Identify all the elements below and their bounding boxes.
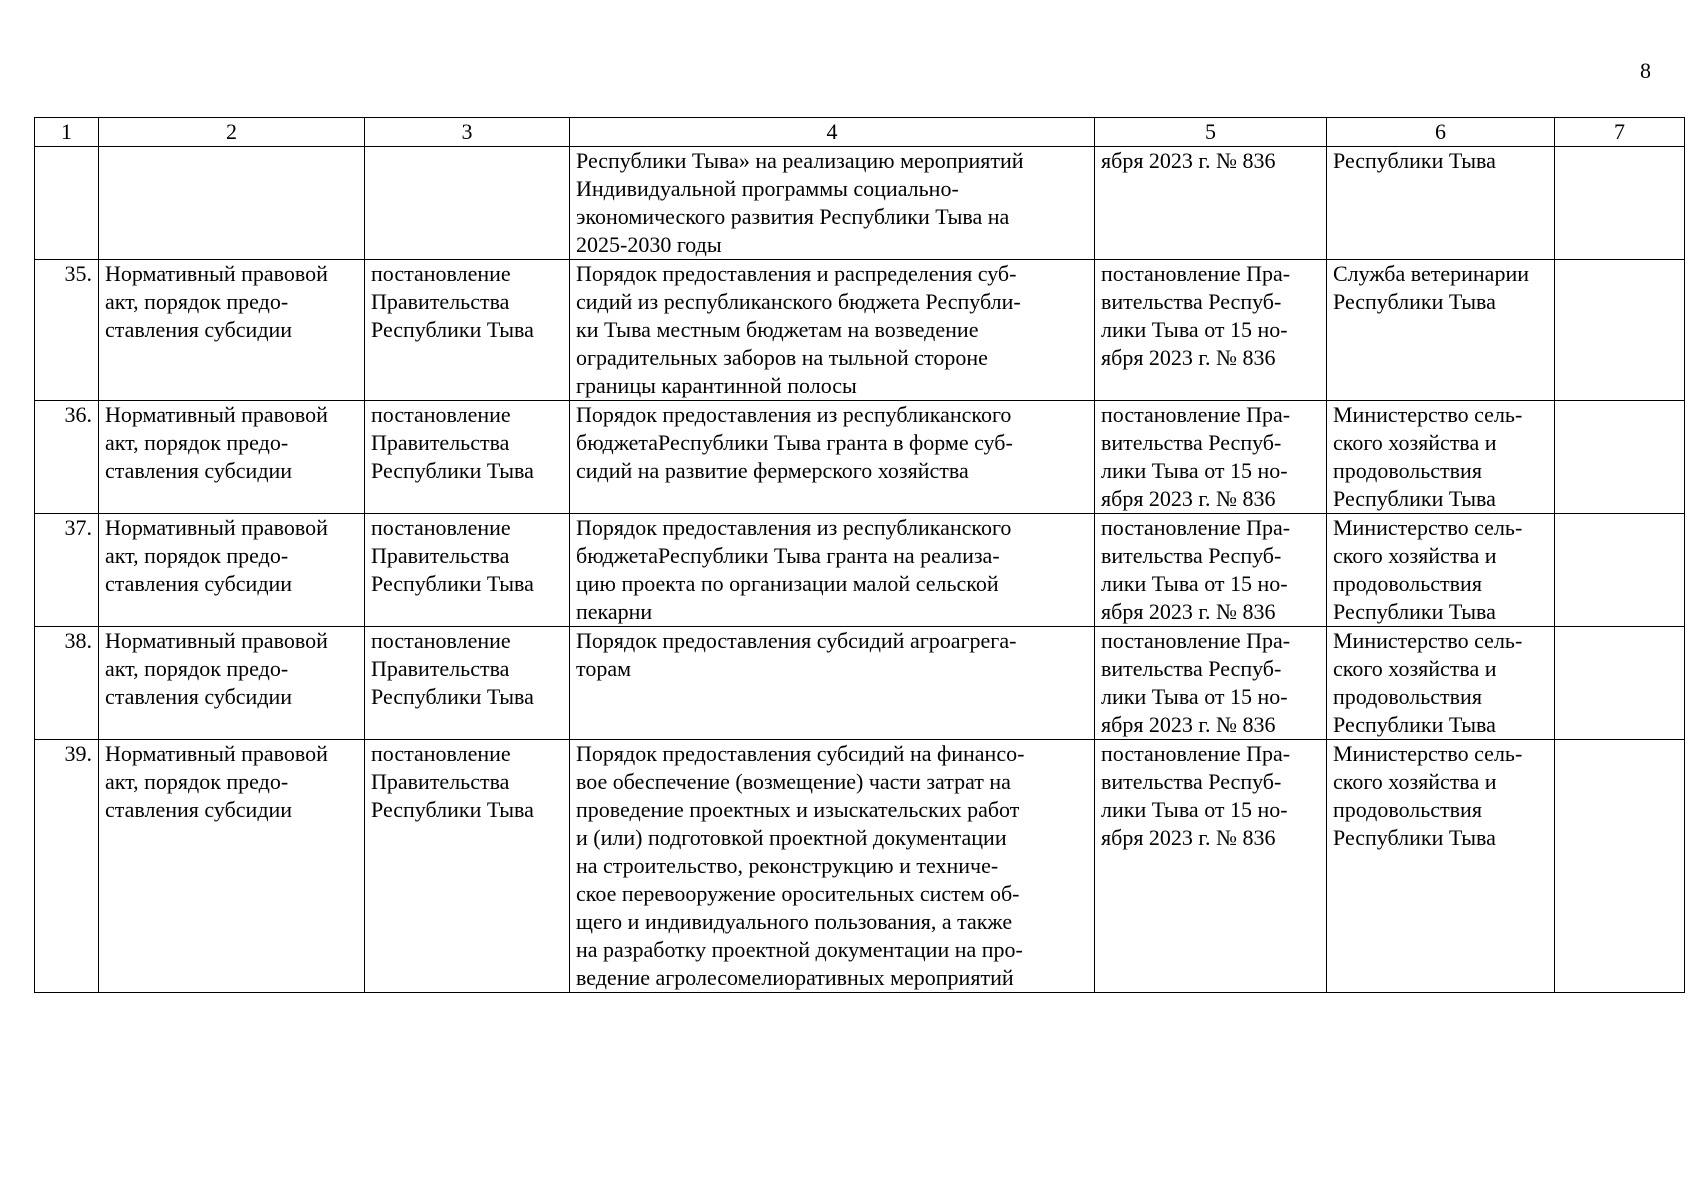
document-basis: ября 2023 г. № 836: [1095, 147, 1327, 260]
row-number: 38.: [35, 627, 99, 740]
table-row: [35, 627, 1685, 740]
responsible-executor: Министерство сель- ского хозяйства и продовольствия Республики Тыва: [1327, 514, 1555, 627]
column-header-3: 3: [365, 118, 570, 147]
document-type: [99, 147, 365, 260]
row-note: [1555, 740, 1685, 993]
document-name: Порядок предоставления субсидий агроагрега- торам: [570, 627, 1095, 740]
document-basis: постановление Пра- вительства Респуб- лики Тыва от 15 но- ября 2023 г. № 836: [1095, 740, 1327, 993]
responsible-executor: Министерство сель- ского хозяйства и продовольствия Республики Тыва: [1327, 740, 1555, 993]
document-form: постановление Правительства Республики Тыва: [365, 740, 570, 993]
document-name: Порядок предоставления из республиканского бюджетаРеспублики Тыва гранта на реализа- цию проекта по организации малой сельской пекарни: [570, 514, 1095, 627]
page-number: 8: [1640, 58, 1651, 83]
document-name: Порядок предоставления из республиканского бюджетаРеспублики Тыва гранта в форме суб- сидий на развитие фермерского хозяйства: [570, 401, 1095, 514]
responsible-executor: Министерство сель- ского хозяйства и продовольствия Республики Тыва: [1327, 401, 1555, 514]
document-type: Нормативный правовой акт, порядок предо- ставления субсидии: [99, 740, 365, 993]
row-number: 37.: [35, 514, 99, 627]
table-row: [35, 740, 1685, 993]
document-form: постановление Правительства Республики Тыва: [365, 401, 570, 514]
column-header-5: 5: [1095, 118, 1327, 147]
table-row: [35, 147, 1685, 260]
row-number: 39.: [35, 740, 99, 993]
responsible-executor: Служба ветеринарии Республики Тыва: [1327, 260, 1555, 401]
document-type: Нормативный правовой акт, порядок предо- ставления субсидии: [99, 627, 365, 740]
table-row: [35, 260, 1685, 401]
document-form: постановление Правительства Республики Тыва: [365, 514, 570, 627]
responsible-executor: Республики Тыва: [1327, 147, 1555, 260]
document-table: [34, 117, 1685, 993]
document-basis: постановление Пра- вительства Респуб- лики Тыва от 15 но- ября 2023 г. № 836: [1095, 514, 1327, 627]
column-header-1: 1: [35, 118, 99, 147]
document-name: Порядок предоставления и распределения суб- сидий из республиканского бюджета Республи- ки Тыва местным бюджетам на возведение оградительных заборов на тыльной стороне границы карантинной полосы: [570, 260, 1095, 401]
table-header-row: [35, 118, 1685, 147]
document-type: Нормативный правовой акт, порядок предо- ставления субсидии: [99, 401, 365, 514]
document-name: Республики Тыва» на реализацию мероприятий Индивидуальной программы социально- экономического развития Республики Тыва на 2025-2030 годы: [570, 147, 1095, 260]
document-type: Нормативный правовой акт, порядок предо- ставления субсидии: [99, 514, 365, 627]
row-number: 36.: [35, 401, 99, 514]
table-row: [35, 514, 1685, 627]
column-header-6: 6: [1327, 118, 1555, 147]
column-header-4: 4: [570, 118, 1095, 147]
row-note: [1555, 514, 1685, 627]
document-name: Порядок предоставления субсидий на финансо- вое обеспечение (возмещение) части затрат на проведение проектных и изыскательских работ и (или) подготовкой проектной документации на строительство, реконструкцию и техниче- ское перевооружение оросительных систем об- щего и индивидуального пользования, а также на разработку проектной документации на про- ведение агролесомелиоративных мероприятий: [570, 740, 1095, 993]
row-note: [1555, 627, 1685, 740]
document-basis: постановление Пра- вительства Респуб- лики Тыва от 15 но- ября 2023 г. № 836: [1095, 401, 1327, 514]
row-note: [1555, 147, 1685, 260]
responsible-executor: Министерство сель- ского хозяйства и продовольствия Республики Тыва: [1327, 627, 1555, 740]
document-basis: постановление Пра- вительства Респуб- лики Тыва от 15 но- ября 2023 г. № 836: [1095, 627, 1327, 740]
column-header-7: 7: [1555, 118, 1685, 147]
document-form: постановление Правительства Республики Тыва: [365, 260, 570, 401]
row-note: [1555, 260, 1685, 401]
row-number: [35, 147, 99, 260]
document-basis: постановление Пра- вительства Респуб- лики Тыва от 15 но- ября 2023 г. № 836: [1095, 260, 1327, 401]
document-form: постановление Правительства Республики Тыва: [365, 627, 570, 740]
table-row: [35, 401, 1685, 514]
row-note: [1555, 401, 1685, 514]
document-type: Нормативный правовой акт, порядок предо- ставления субсидии: [99, 260, 365, 401]
document-form: [365, 147, 570, 260]
column-header-2: 2: [99, 118, 365, 147]
row-number: 35.: [35, 260, 99, 401]
